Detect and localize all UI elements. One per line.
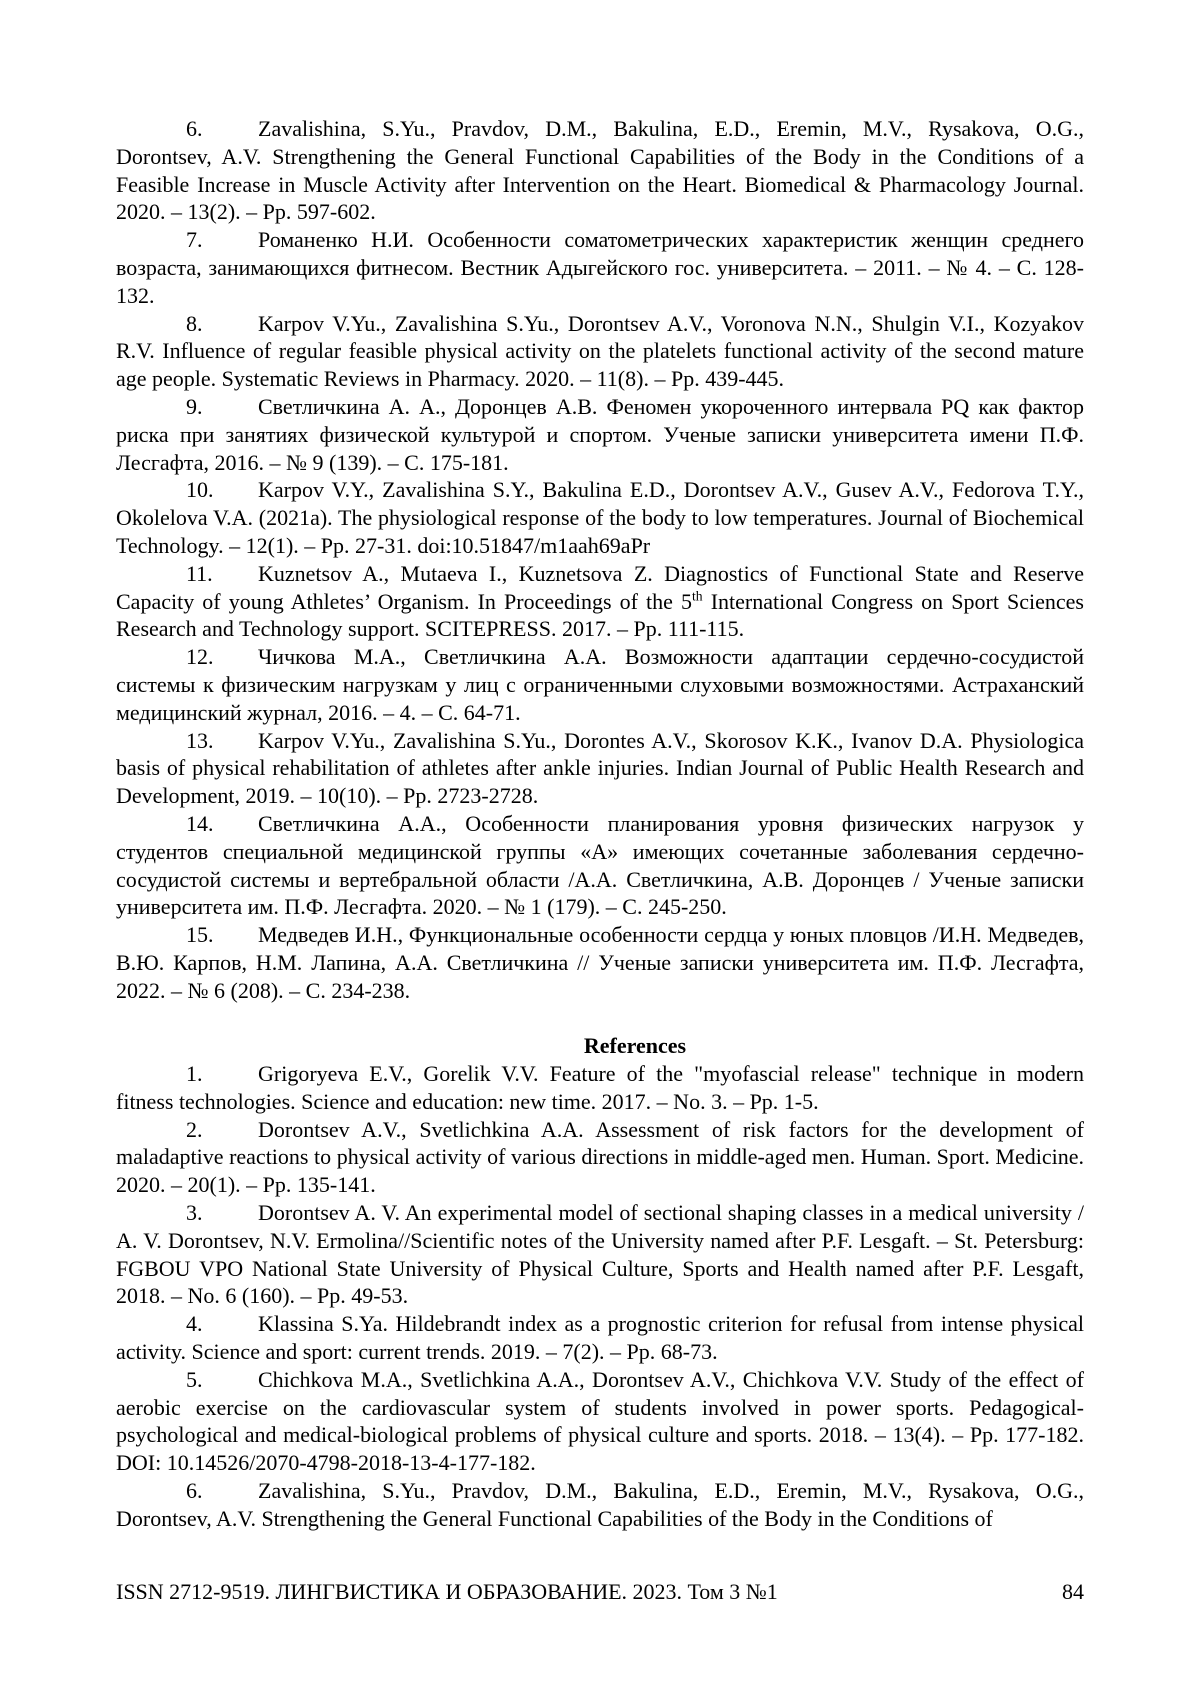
reference-text: Karpov V.Yu., Zavalishina S.Yu., Dorontes A.V., Skorosov K.K., Ivanov D.A. Physiologica basis of physical rehabilitation of athletes after ankle injuries. Indian Journal of Public Health Research and Development, 2019. – 10(10). – Pp. 2723-2728.	[116, 727, 1084, 809]
reference-text: Светличкина А.А., Особенности планирования уровня физических нагрузок у студентов специальной медицинской группы «А» имеющих сочетанные заболевания сердечно-сосудистой системы и вертебральной области /А.А. Светличкина, А.В. Доронцев / Ученые записки университета им. П.Ф. Лесгафта. 2020. – № 1 (179). – С. 245-250.	[116, 810, 1084, 920]
reference-text: Zavalishina, S.Yu., Pravdov, D.M., Bakulina, E.D., Eremin, M.V., Rysakova, O.G., Dorontsev, A.V. Strengthening the General Functional Capabilities of the Body in the Conditions of a Feasible Increase in Muscle Activity after Intervention on the Heart. Biomedical & Pharmacology Journal. 2020. – 13(2). – Pp. 597-602.	[116, 116, 1084, 225]
reference-number: 6.	[186, 1478, 203, 1504]
reference-number: 10.	[186, 477, 214, 503]
page-number: 84	[1062, 1579, 1084, 1604]
ordinal-suffix: th	[692, 588, 703, 604]
page-body	[116, 115, 1084, 1533]
reference-item	[116, 921, 1084, 1004]
reference-item	[116, 727, 1084, 810]
page-footer	[116, 1578, 1084, 1606]
reference-item	[116, 476, 1084, 559]
reference-number: 5.	[186, 1366, 203, 1392]
reference-text: Karpov V.Yu., Zavalishina S.Yu., Dorontsev A.V., Voronova N.N., Shulgin V.I., Kozyakov R.V. Influence of regular feasible physical activity on the platelets functional activity of the second mature age people. Systematic Reviews in Pharmacy. 2020. – 11(8). – Pp. 439-445.	[116, 310, 1084, 392]
reference-text: Karpov V.Y., Zavalishina S.Y., Bakulina E.D., Dorontsev A.V., Gusev A.V., Fedorova T.Y., Okolelova V.A. (2021a). The physiological response of the body to low temperatures. Journal of Biochemical Technology. – 12(1). – Pp. 27-31. doi:10.51847/m1aah69aPr	[116, 477, 1084, 558]
references-heading: References	[583, 1033, 687, 1059]
reference-item	[116, 1199, 1084, 1310]
reference-number: 9.	[186, 393, 203, 419]
reference-number: 3.	[186, 1200, 203, 1226]
reference-item	[116, 393, 1084, 476]
reference-text: Klassina S.Ya. Hildebrandt index as a prognostic criterion for refusal from intense physical activity. Science and sport: current trends. 2019. – 7(2). – Pp. 68-73.	[116, 1311, 1084, 1365]
reference-number: 13.	[186, 727, 214, 753]
reference-number: 15.	[186, 922, 214, 948]
reference-item	[116, 1310, 1084, 1366]
reference-text: Dorontsev A.V., Svetlichkina A.A. Assessment of risk factors for the development of maladaptive reactions to physical activity of various directions in middle-aged men. Human. Sport. Medicine. 2020. – 20(1). – Pp. 135-141.	[116, 1116, 1084, 1198]
reference-text: Dorontsev A. V. An experimental model of sectional shaping classes in a medical university / A. V. Dorontsev, N.V. Ermolina//Scientific notes of the University named after P.F. Lesgaft. – St. Petersburg: FGBOU VPO National State University of Physical Culture, Sports and Health named after P.F. Lesgaft, 2018. – No. 6 (160). – Pp. 49-53.	[116, 1200, 1084, 1309]
reference-number: 8.	[186, 310, 203, 336]
reference-number: 1.	[186, 1061, 203, 1087]
reference-item	[116, 226, 1084, 309]
reference-item	[116, 560, 1084, 643]
reference-number: 11.	[186, 560, 213, 586]
reference-item	[116, 1477, 1084, 1533]
reference-number: 12.	[186, 644, 214, 670]
reference-text-part: Kuznetsov A., Mutaeva I., Kuznetsova Z. Diagnostics of Functional State and Reserve Capacity of young Athletes’ Organism. In Proceedings of the 5	[116, 560, 1084, 614]
reference-item	[116, 310, 1084, 393]
reference-text	[116, 561, 1084, 642]
reference-item	[116, 810, 1084, 921]
footer-journal-info: ISSN 2712-9519. ЛИНГВИСТИКА И ОБРАЗОВАНИЕ. 2023. Том 3 №1	[116, 1579, 778, 1604]
reference-text: Чичкова М.А., Светличкина А.А. Возможности адаптации сердечно-сосудистой системы к физическим нагрузкам у лиц с ограниченными слуховыми возможностями. Астраханский медицинский журнал, 2016. – 4. – С. 64-71.	[116, 644, 1084, 725]
reference-text-part: International Congress on Sport Sciences Research and Technology support. SCITEPRESS. 2017. – Pp. 111-115.	[116, 588, 1084, 642]
reference-text: Chichkova M.A., Svetlichkina A.A., Dorontsev A.V., Chichkova V.V. Study of the effect of aerobic exercise on the cardiovascular system of students involved in power sports. Pedagogical-psychological and medical-biological problems of physical culture and sports. 2018. – 13(4). – Pp. 177-182. DOI: 10.14526/2070-4798-2018-13-4-177-182.	[116, 1366, 1084, 1476]
reference-item	[116, 1060, 1084, 1116]
reference-item	[116, 1366, 1084, 1477]
reference-number: 2.	[186, 1116, 203, 1142]
reference-number: 14.	[186, 810, 214, 836]
reference-text: Zavalishina, S.Yu., Pravdov, D.M., Bakulina, E.D., Eremin, M.V., Rysakova, O.G., Dorontsev, A.V. Strengthening the General Functional Capabilities of the Body in the Conditions of	[116, 1478, 1084, 1531]
reference-item	[116, 643, 1084, 726]
reference-number: 6.	[186, 116, 203, 141]
reference-text: Романенко Н.И. Особенности соматометрических характеристик женщин среднего возраста, занимающихся фитнесом. Вестник Адыгейского гос. университета. – 2011. – № 4. – С. 128-132.	[116, 227, 1084, 308]
reference-item	[116, 1116, 1084, 1199]
reference-text: Медведев И.Н., Функциональные особенности сердца у юных пловцов /И.Н. Медведев, В.Ю. Карпов, Н.М. Лапина, А.А. Светличкина // Ученые записки университета им. П.Ф. Лесгафта, 2022. – № 6 (208). – С. 234-238.	[116, 922, 1084, 1003]
reference-number: 7.	[186, 227, 203, 253]
reference-text: Светличкина А. А., Доронцев А.В. Феномен укороченного интервала PQ как фактор риска при занятиях физической культурой и спортом. Ученые записки университета имени П.Ф. Лесгафта, 2016. – № 9 (139). – С. 175-181.	[116, 393, 1084, 475]
reference-item	[116, 115, 1084, 226]
reference-number: 4.	[186, 1311, 203, 1337]
reference-text: Grigoryeva E.V., Gorelik V.V. Feature of the "myofascial release" technique in modern fitness technologies. Science and education: new time. 2017. – No. 3. – Pp. 1-5.	[116, 1061, 1084, 1114]
